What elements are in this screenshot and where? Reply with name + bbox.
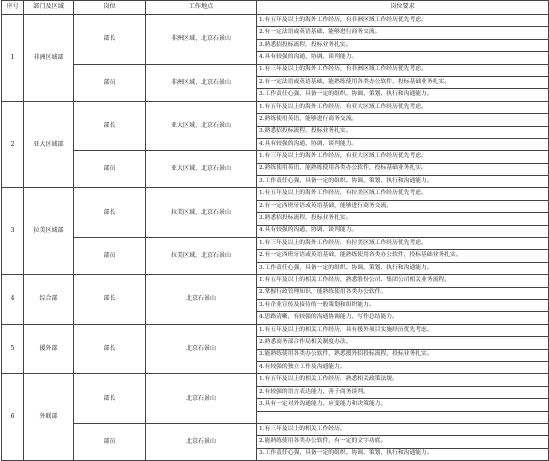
table-row — [2, 151, 549, 163]
requirement-line: 2.有一定法语或英语基础，能熟练使用各类办公软件，投标基础业务扎实。 — [257, 76, 549, 88]
recruitment-table — [1, 0, 549, 461]
requirement-line: 1.有三年及以上的海外工作经历，有拉美区域工作经历优先考虑。 — [257, 238, 549, 250]
requirement-line: 2.熟练使用英语，能够进行商务交流。 — [257, 114, 549, 126]
requirement-line: 3.工作责任心强，具备一定的组织、协调、策划、执行和沟通能力。 — [257, 89, 549, 101]
requirement-line: 2.能熟练使用各类办公软件，有一定的文字功底。 — [257, 436, 549, 448]
requirement-line: 4.具有较强的沟通、协调、谈判能力。 — [257, 52, 549, 64]
table-row — [2, 15, 549, 27]
requirement-line: 4.具有较强的沟通、协调、谈判能力。 — [257, 225, 549, 237]
dept-seq: 4 — [2, 275, 24, 325]
dept-seq: 3 — [2, 188, 24, 275]
post-name: 部员 — [74, 423, 146, 460]
dept-name: 援外部 — [24, 324, 74, 374]
dept-seq: 6 — [2, 374, 24, 461]
post-location: 拉美区域、北京石景山 — [146, 188, 257, 238]
header-location: 工作地点 — [146, 1, 257, 15]
header-row — [2, 1, 549, 15]
requirement-line: 2.有较强的语言表达能力，善于商务谈判。 — [257, 386, 549, 398]
post-location: 亚大区域、北京石景山 — [146, 101, 257, 151]
post-location: 拉美区域、北京石景山 — [146, 238, 257, 275]
requirement-line: 3.工作责任心强，具备一定的组织、协调、策划、执行和沟通能力。 — [257, 262, 549, 274]
table-row — [2, 275, 549, 287]
post-location: 非洲区域、北京石景山 — [146, 15, 257, 65]
post-name: 部长 — [74, 275, 146, 325]
dept-name: 亚大区域部 — [24, 101, 74, 188]
requirement-line: 3.能熟练使用各类办公软件，熟悉援外招投标流程，投标业务扎实。 — [257, 349, 549, 361]
dept-name: 拉美区域部 — [24, 188, 74, 275]
requirement-line: 2.熟悉商务部合作局相关制度办法。 — [257, 337, 549, 349]
post-name: 部长 — [74, 15, 146, 65]
dept-seq: 2 — [2, 101, 24, 188]
requirement-line: 2.掌握行政管理知识，能熟练使用各类办公软件。 — [257, 287, 549, 299]
requirement-line: 1.有五年及以上的相关工作经历，熟悉股份公司、集团公司相关业务流程。 — [257, 275, 549, 287]
table-row — [2, 238, 549, 250]
requirement-line: 3.熟悉招投标流程，投标业务扎实。 — [257, 213, 549, 225]
post-location: 非洲区域、北京石景山 — [146, 64, 257, 101]
header-seq: 序号 — [2, 1, 24, 15]
table-row — [2, 101, 549, 113]
requirement-line — [257, 411, 549, 423]
table-row — [2, 64, 549, 76]
requirement-line: 3.工作责任心强，具备一定的组织、协调、策划、执行和沟通能力。 — [257, 448, 549, 460]
requirement-line: 2.有一定法语或英语基础，能够进行商务交流。 — [257, 27, 549, 39]
dept-name: 综合部 — [24, 275, 74, 325]
requirement-line: 4.思路清晰，有较强的沟通协调能力、写作总结能力。 — [257, 312, 549, 324]
requirement-line: 3.熟悉招投标流程，投标业务扎实。 — [257, 39, 549, 51]
requirement-line: 2.有一定西班牙语或英语基础，能熟练使用各类办公软件，投标基础业务扎实。 — [257, 250, 549, 262]
requirement-line: 3.熟悉招投标流程，投标业务扎实。 — [257, 126, 549, 138]
post-location: 北京石景山 — [146, 423, 257, 460]
requirement-line: 3.有企业宣传及接待的一般策划和组织能力。 — [257, 299, 549, 311]
post-name: 部长 — [74, 374, 146, 424]
requirement-line: 1.有三年及以上的相关工作经历。 — [257, 423, 549, 435]
dept-name: 非洲区域部 — [24, 15, 74, 102]
requirement-line: 1.有五年及以上的海外工作经历，有拉美区域工作经历优先考虑。 — [257, 188, 549, 200]
requirement-line: 3.具有一定对外沟通能力、应变能力和决策能力。 — [257, 399, 549, 411]
post-location: 北京石景山 — [146, 374, 257, 424]
table-row — [2, 188, 549, 200]
requirement-line: 1.有三年及以上的海外工作经历，有非洲区域工作经历优先考虑。 — [257, 64, 549, 76]
requirement-line: 1.有五年及以上的相关工作经历，熟悉相关政策法规。 — [257, 374, 549, 386]
requirement-line: 3.工作责任心强，具备一定的组织、协调、策划、执行和沟通能力。 — [257, 176, 549, 188]
table-row — [2, 374, 549, 386]
requirement-line: 2.熟练使用英语，能熟练使用各类办公软件，投标基础业务扎实。 — [257, 163, 549, 175]
post-name: 部员 — [74, 64, 146, 101]
requirement-line: 2.有一定西班牙语或英语基础，能够进行商务交流。 — [257, 200, 549, 212]
post-location: 北京石景山 — [146, 275, 257, 325]
post-name: 部长 — [74, 324, 146, 374]
requirement-line: 1.有五年及以上的海外工作经历，有亚大区域工作经历优先考虑。 — [257, 101, 549, 113]
header-requirements: 岗位要求 — [257, 1, 549, 15]
post-name: 部员 — [74, 151, 146, 188]
table-row — [2, 423, 549, 435]
table-row — [2, 324, 549, 336]
dept-name: 外联部 — [24, 374, 74, 461]
post-name: 部长 — [74, 188, 146, 238]
post-name: 部员 — [74, 238, 146, 275]
requirement-line: 4.有较强的独立工作及沟通能力。 — [257, 361, 549, 373]
requirement-line: 1.有五年及以上的相关工作经历，具有援外项目实施经历优先考虑。 — [257, 324, 549, 336]
requirement-line: 4.具有较强的沟通、协调、谈判能力。 — [257, 138, 549, 150]
requirement-line: 1.有五年及以上的海外工作经历，有非洲区域工作经历优先考虑。 — [257, 15, 549, 27]
dept-seq: 1 — [2, 15, 24, 102]
requirement-line: 1.有三年及以上的海外工作经历，有亚大区域工作经历优先考虑。 — [257, 151, 549, 163]
header-post: 岗位 — [74, 1, 146, 15]
dept-seq: 5 — [2, 324, 24, 374]
post-location: 亚大区域、北京石景山 — [146, 151, 257, 188]
post-name: 部长 — [74, 101, 146, 151]
post-location: 北京石景山 — [146, 324, 257, 374]
header-dept: 部门及区域 — [24, 1, 74, 15]
